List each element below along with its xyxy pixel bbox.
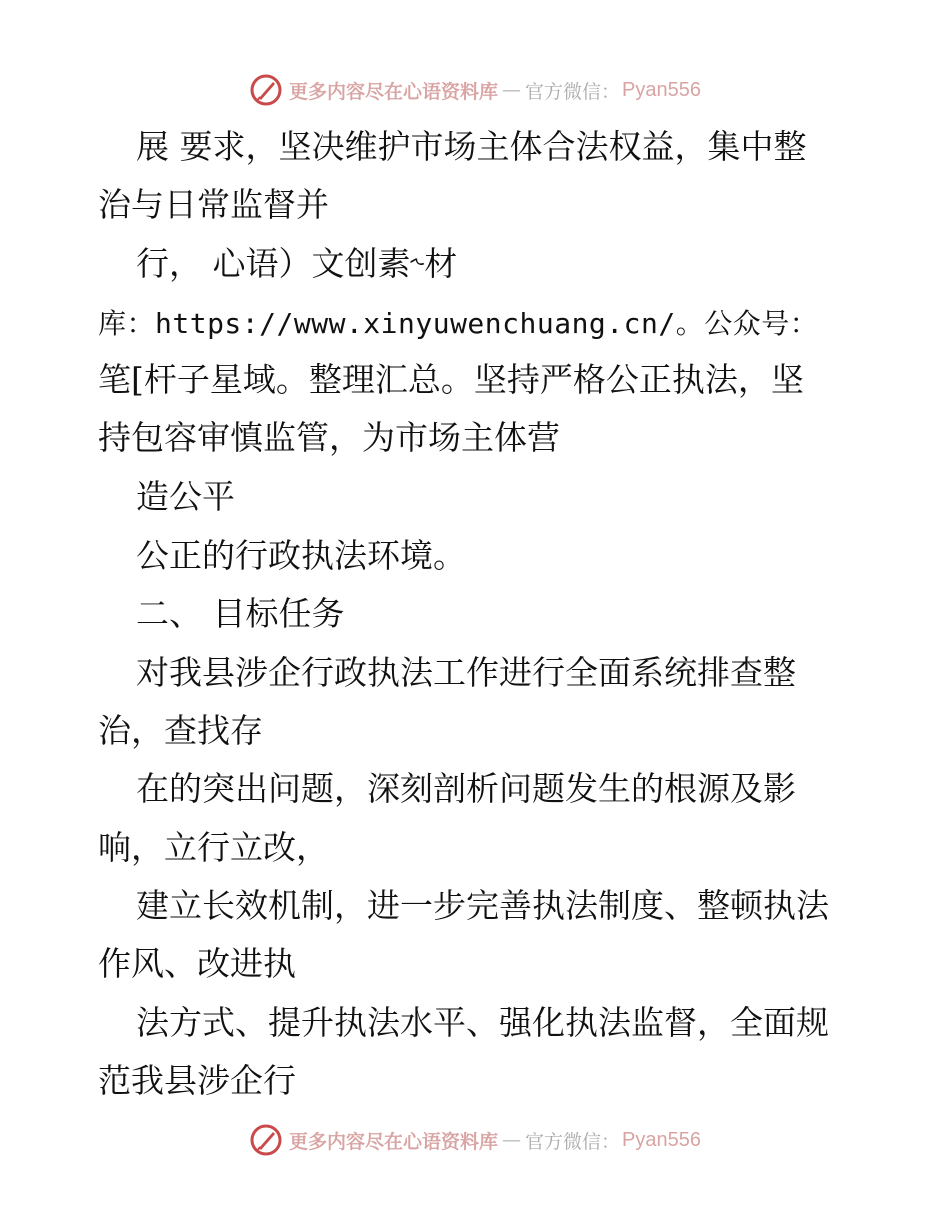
- text-line: 行， 心语）文创素˞材: [136, 244, 458, 283]
- watermark-separator: —: [502, 79, 522, 101]
- watermark-wechat-id: Pyan556: [622, 1128, 701, 1151]
- text-line: 法方式、提升执法水平、强化执法监督，全面规: [136, 1003, 829, 1042]
- watermark-text: 更多内容尽在心语资料库: [289, 1130, 499, 1153]
- watermark-wechat-label: 官方微信：: [525, 80, 621, 103]
- watermark-separator: —: [502, 1129, 522, 1151]
- header-watermark: [0, 70, 950, 110]
- watermark-wechat-id: Pyan556: [622, 78, 701, 101]
- url-text: 库：https://www.xinyuwenchuang.cn/。公众号：: [98, 307, 819, 340]
- text-line: 作风、改进执: [98, 944, 296, 983]
- text-line: 持包容审慎监管，为市场主体营: [98, 418, 560, 457]
- text-line: 公正的行政执法环境。: [136, 536, 466, 575]
- watermark-text: 更多内容尽在心语资料库: [289, 80, 499, 103]
- text-line: 建立长效机制，进一步完善执法制度、整顿执法: [136, 886, 829, 925]
- section-heading: 二、 目标任务: [136, 594, 345, 633]
- text-line: 响，立行立改，: [98, 828, 329, 867]
- quill-logo-icon: [249, 1123, 283, 1157]
- footer-watermark: [0, 1120, 950, 1160]
- text-line: 展 要求，坚决维护市场主体合法权益，集中整: [136, 127, 807, 166]
- watermark-wechat-label: 官方微信：: [525, 1130, 621, 1153]
- text-line: 范我县涉企行: [98, 1061, 296, 1100]
- text-line: 对我县涉企行政执法工作进行全面系统排查整: [136, 653, 796, 692]
- text-line: 笔[杆子星域。整理汇总。坚持严格公正执法，坚: [98, 360, 804, 399]
- text-line: 治与日常监督并: [98, 185, 329, 224]
- text-line-url: [98, 293, 818, 351]
- text-line: 治，查找存: [98, 711, 263, 750]
- text-line: 在的突出问题，深刻剖析问题发生的根源及影: [136, 769, 796, 808]
- quill-logo-icon: [249, 73, 283, 107]
- text-line: 造公平: [136, 477, 235, 516]
